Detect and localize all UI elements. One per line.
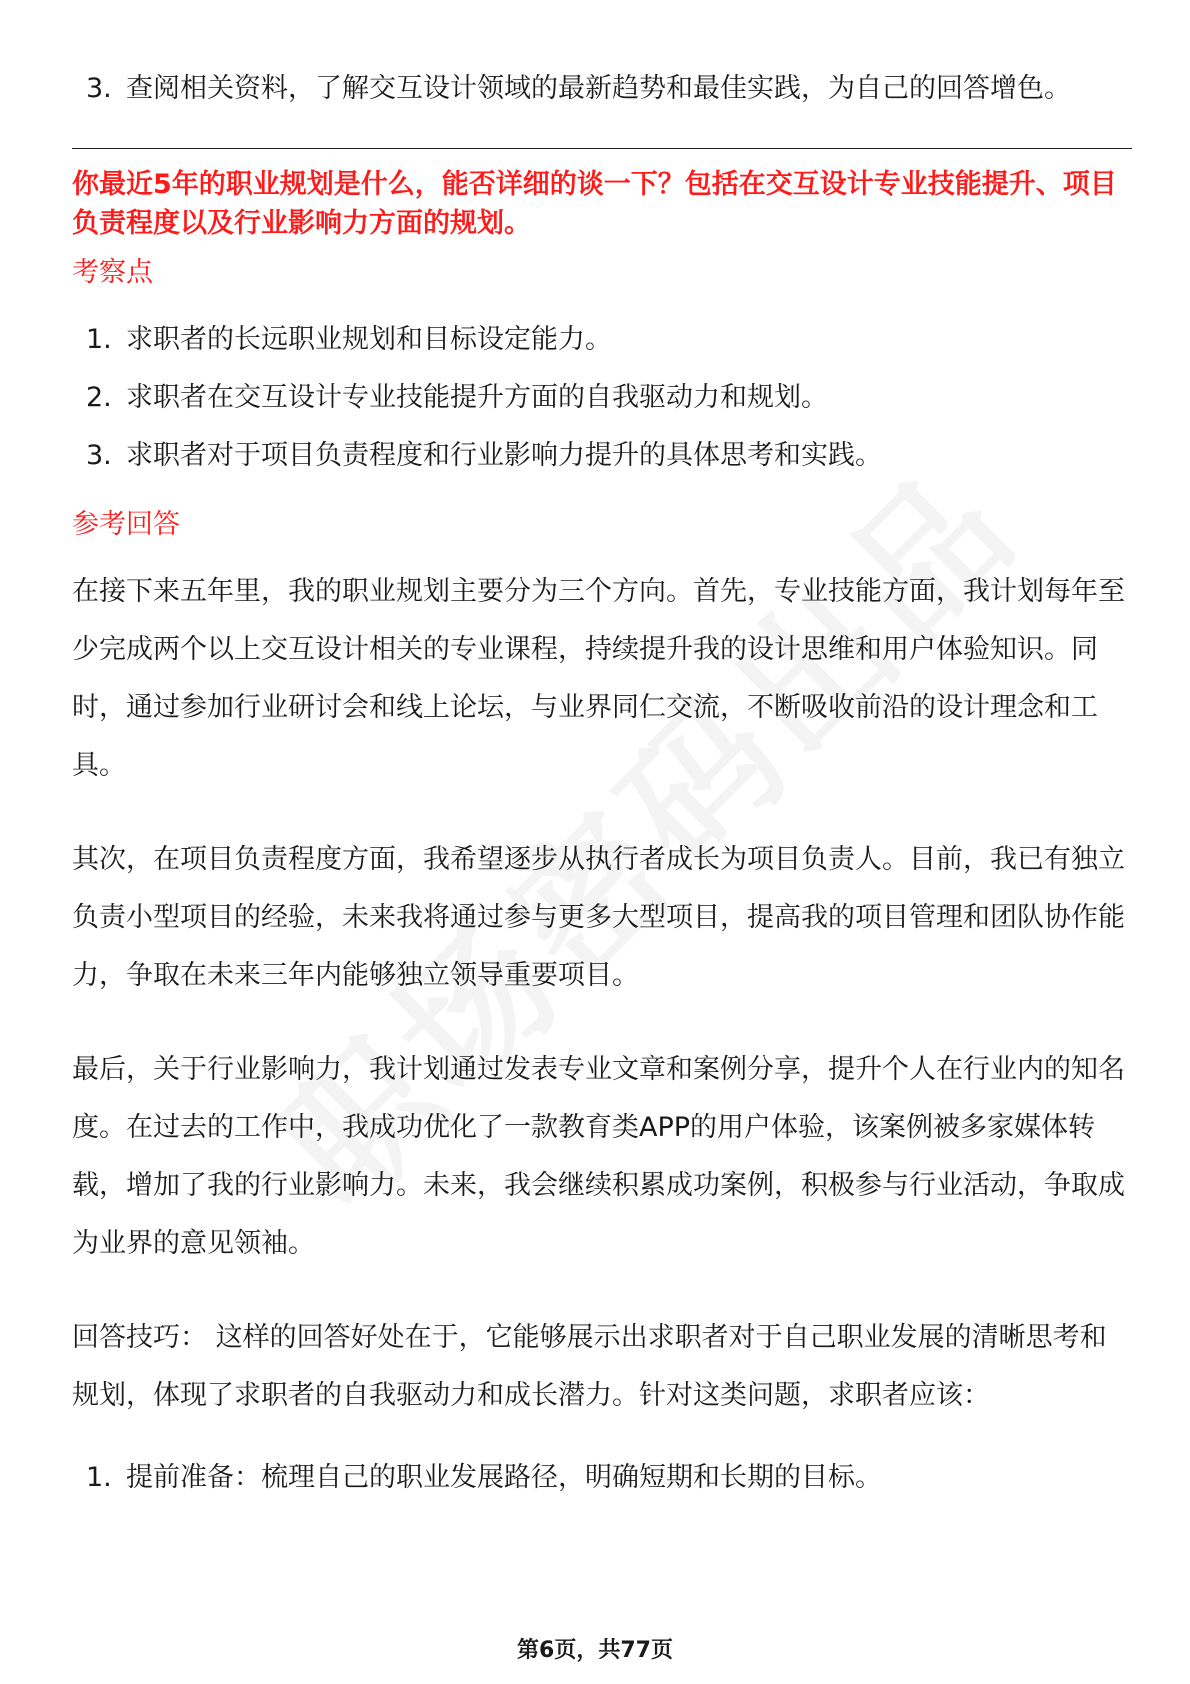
divider [72,148,1132,149]
exam-points-list [72,311,1132,485]
document-body [72,60,1132,1507]
exam-points-heading: 考察点 [72,257,153,288]
list-item [72,60,1132,118]
list-item [72,1449,1132,1507]
list-text: 求职者在交互设计专业技能提升方面的自我驱动力和规划。 [126,382,828,413]
list-number: 3. [86,440,112,471]
list-item [72,427,1132,485]
list-number: 1. [86,324,112,355]
answer-paragraph: 最后，关于行业影响力，我计划通过发表专业文章和案例分享，提升个人在行业内的知名度。在过去的工作中，我成功优化了一款教育类APP的用户体验，该案例被多家媒体转载，增加了我的行业影响力。未来，我会继续积累成功案例，积极参与行业活动，争取成为业界的意见领袖。 [72,1054,1125,1259]
list-number: 3. [86,73,112,104]
reference-answer-heading: 参考回答 [72,509,180,540]
list-number: 2. [86,382,112,413]
list-item [72,311,1132,369]
answer-paragraph: 其次，在项目负责程度方面，我希望逐步从执行者成长为项目负责人。目前，我已有独立负责小型项目的经验，未来我将通过参与更多大型项目，提高我的项目管理和团队协作能力，争取在未来三年内能够独立领导重要项目。 [72,844,1125,991]
answer-paragraph: 在接下来五年里，我的职业规划主要分为三个方向。首先，专业技能方面，我计划每年至少完成两个以上交互设计相关的专业课程，持续提升我的设计思维和用户体验知识。同时，通过参加行业研讨会和线上论坛，与业界同仁交流，不断吸收前沿的设计理念和工具。 [72,576,1125,781]
question-heading: 你最近5年的职业规划是什么，能否详细的谈一下？包括在交互设计专业技能提升、项目负责程度以及行业影响力方面的规划。 [72,169,1117,239]
list-text: 求职者的长远职业规划和目标设定能力。 [126,324,612,355]
list-item [72,369,1132,427]
answer-tips-paragraph: 回答技巧： 这样的回答好处在于，它能够展示出求职者对于自己职业发展的清晰思考和规划，体现了求职者的自我驱动力和成长潜力。针对这类问题，求职者应该： [72,1322,1107,1411]
list-text: 求职者对于项目负责程度和行业影响力提升的具体思考和实践。 [126,440,882,471]
page-number: 第6页，共77页 [517,1638,673,1663]
list-number: 1. [86,1462,112,1493]
list-text: 查阅相关资料，了解交互设计领域的最新趋势和最佳实践，为自己的回答增色。 [126,73,1071,104]
list-text: 提前准备：梳理自己的职业发展路径，明确短期和长期的目标。 [126,1462,882,1493]
